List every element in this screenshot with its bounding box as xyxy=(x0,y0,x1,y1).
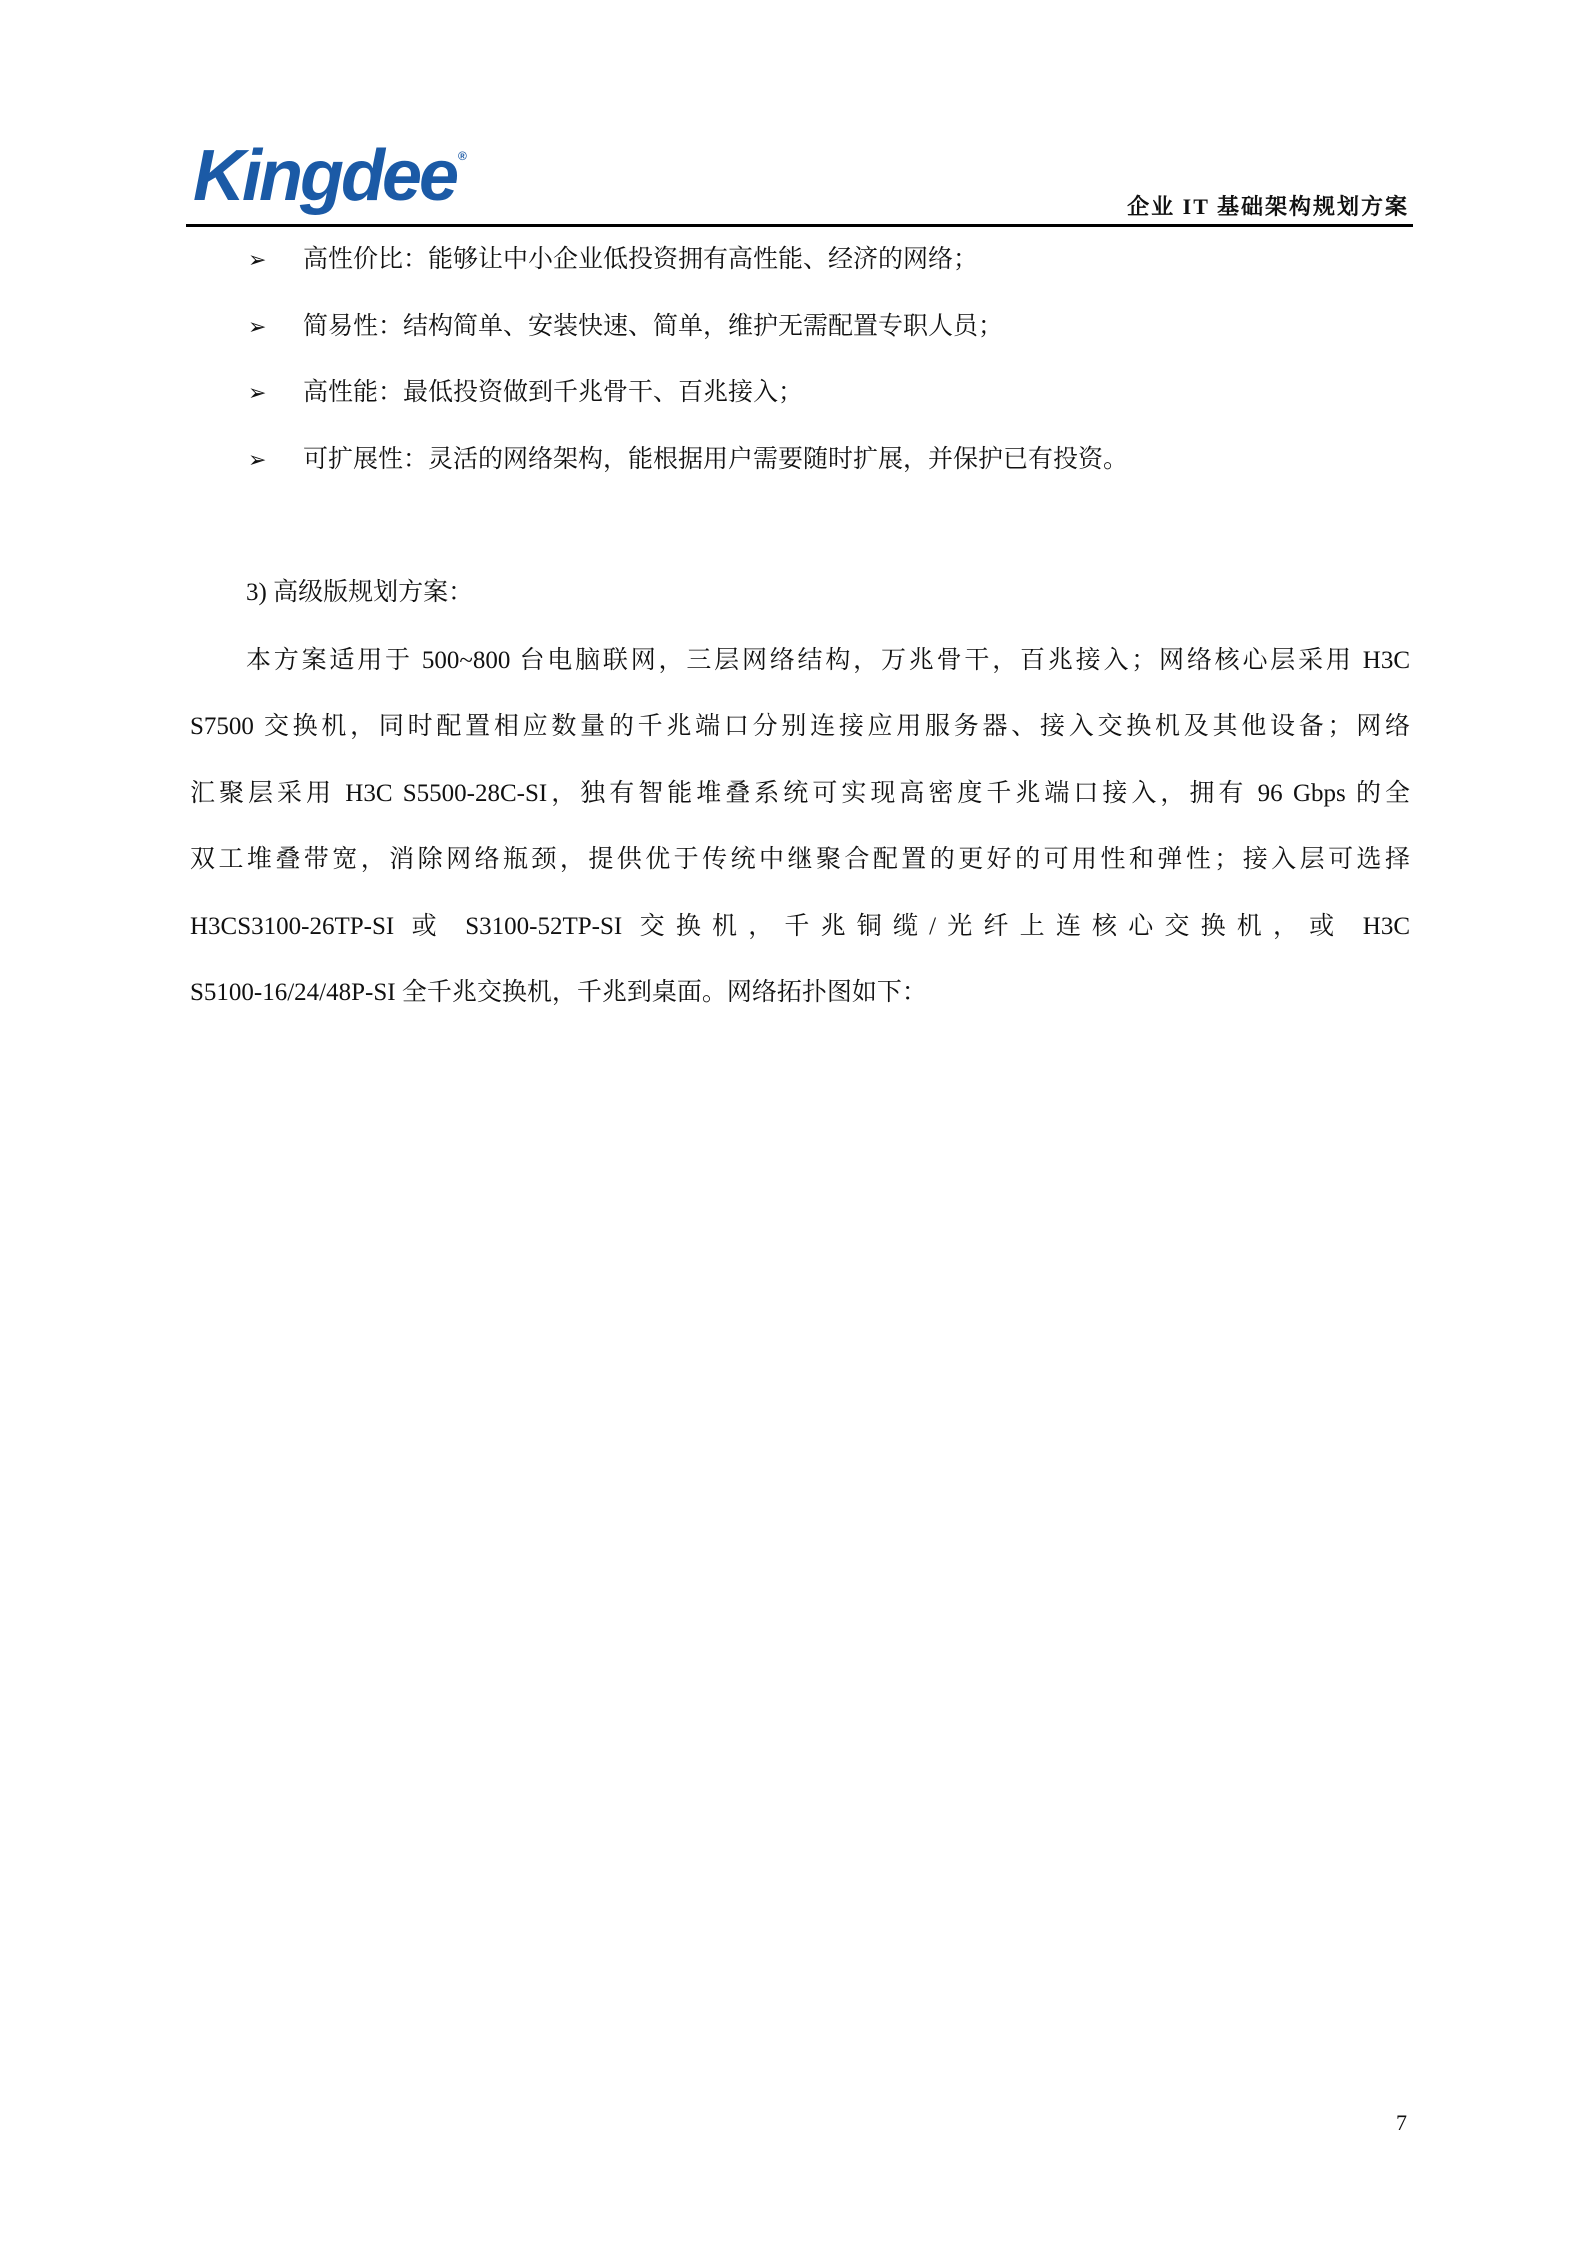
header-rule xyxy=(186,224,1413,227)
paragraph-line: S5100-16/24/48P-SI 全千兆交换机，千兆到桌面。网络拓扑图如下： xyxy=(190,979,927,1006)
arrow-bullet-icon: ➢ xyxy=(248,381,267,406)
paragraph-line: H3CS3100-26TP-SI 或 S3100-52TP-SI 交换机，千兆铜缆/光纤上连核心交换机，或 H3C xyxy=(190,913,1410,940)
bullet-item xyxy=(248,245,978,276)
arrow-bullet-icon: ➢ xyxy=(248,448,267,473)
header-title: 企业 IT 基础架构规划方案 xyxy=(1127,194,1409,219)
arrow-bullet-icon: ➢ xyxy=(248,248,267,273)
paragraph-line: 双工堆叠带宽，消除网络瓶颈，提供优于传统中继聚合配置的更好的可用性和弹性；接入层可选择 xyxy=(190,846,1410,873)
bullet-item xyxy=(248,378,803,409)
arrow-bullet-icon: ➢ xyxy=(248,315,267,340)
bullet-text: 高性价比：能够让中小企业低投资拥有高性能、经济的网络； xyxy=(303,246,979,273)
paragraph-line: S7500 交换机，同时配置相应数量的千兆端口分别连接应用服务器、接入交换机及其他设备；网络 xyxy=(190,713,1410,740)
registered-mark: ® xyxy=(458,149,464,163)
paragraph-line: 本方案适用于 500~800 台电脑联网，三层网络结构，万兆骨干，百兆接入；网络核心层采用 H3C xyxy=(246,647,1410,674)
bullet-text: 高性能：最低投资做到千兆骨干、百兆接入； xyxy=(303,379,804,406)
bullet-item xyxy=(248,445,1128,476)
bullet-item xyxy=(248,312,1003,343)
page-number: 7 xyxy=(1396,2110,1407,2135)
logo-text: Kingdee xyxy=(193,136,457,216)
section-heading: 3) 高级版规划方案： xyxy=(246,579,474,606)
bullet-text: 简易性：结构简单、安装快速、简单，维护无需配置专职人员； xyxy=(303,313,1004,340)
kingdee-logo xyxy=(193,136,464,216)
bullet-text: 可扩展性：灵活的网络架构，能根据用户需要随时扩展，并保护已有投资。 xyxy=(303,446,1129,473)
paragraph-line: 汇聚层采用 H3C S5500-28C-SI，独有智能堆叠系统可实现高密度千兆端口接入，拥有 96 Gbps 的全 xyxy=(190,780,1410,807)
